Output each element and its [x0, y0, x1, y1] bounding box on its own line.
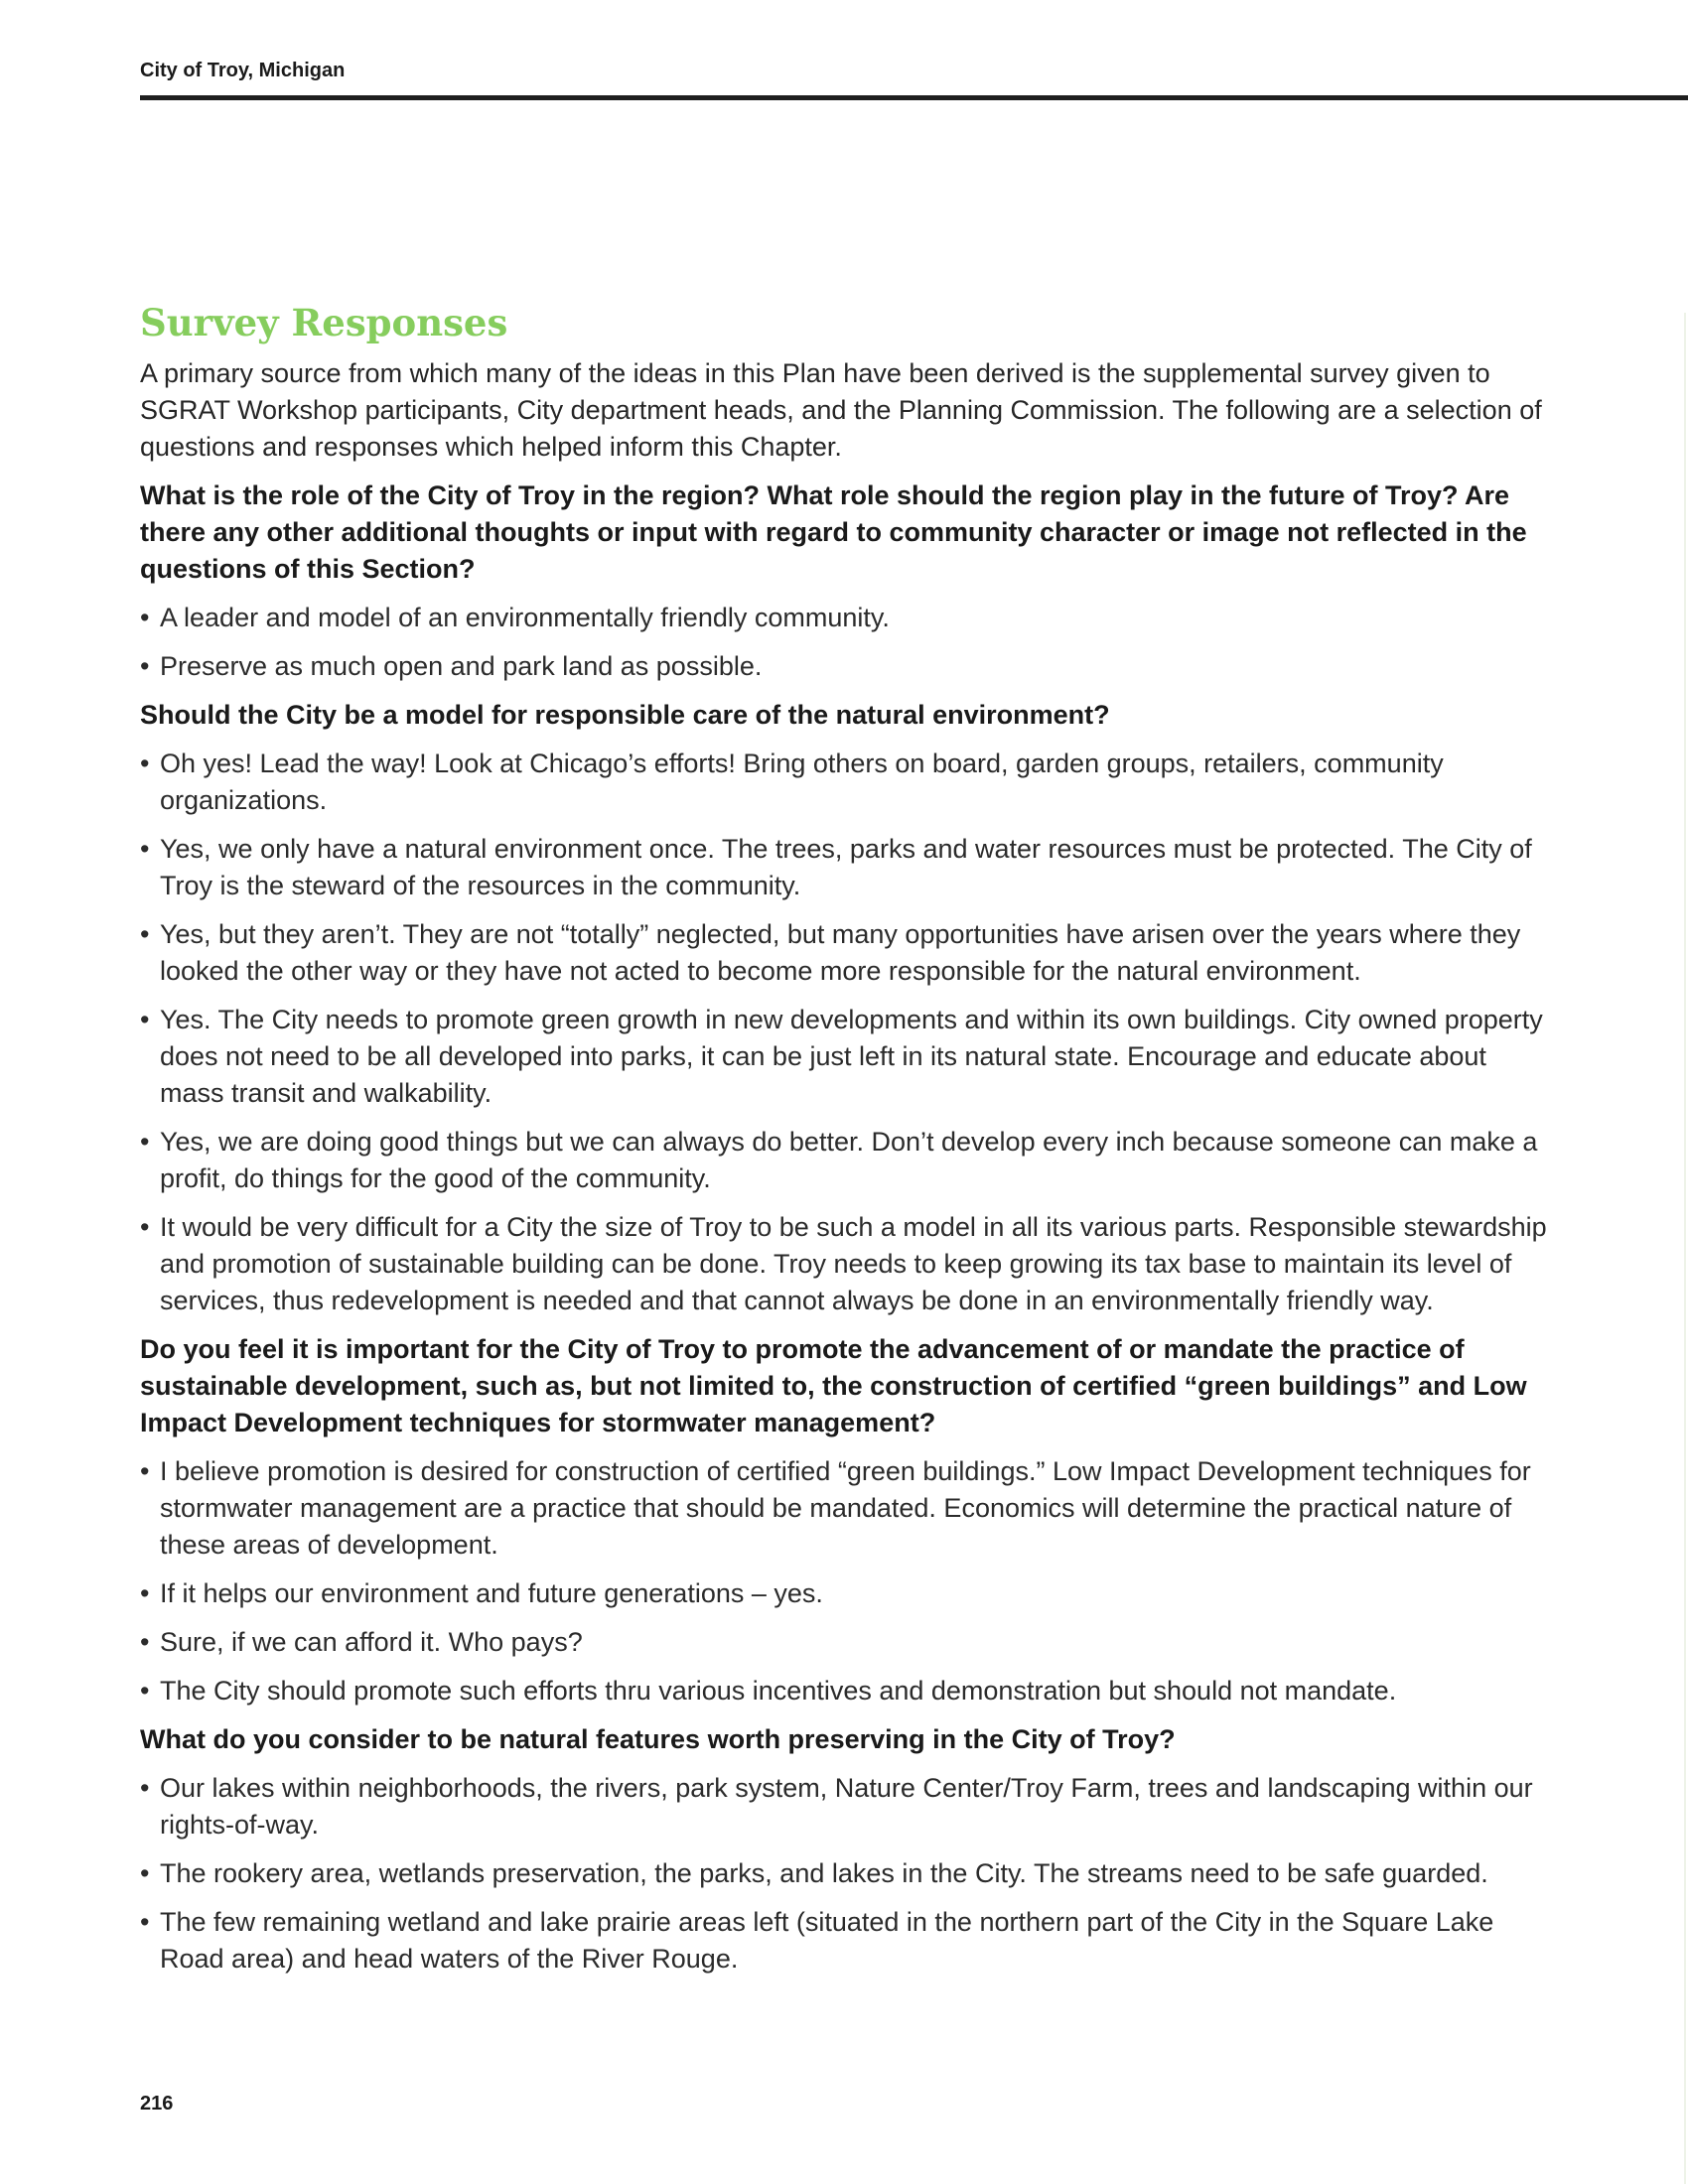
survey-questions: [140, 478, 1550, 1978]
response-text: Yes, we are doing good things but we can always do better. Don’t develop every inch because someone can make a profit, do things for the good of the community.: [160, 1126, 1538, 1193]
bullet-icon: •: [140, 833, 150, 864]
survey-question: Do you feel it is important for the City of Troy to promote the advancement of or mandate the practice of sustainable development, such as, but not limited to, the construction of certified “green buildings” and Low Impact Development techniques for stormwater management?: [140, 1333, 1527, 1437]
response-text: Oh yes! Lead the way! Look at Chicago’s efforts! Bring others on board, garden groups, retailers, community organizations.: [160, 748, 1444, 815]
response-text: The few remaining wetland and lake prairie areas left (situated in the northern part of the City in the Square Lake Road area) and head waters of the River Rouge.: [160, 1906, 1494, 1974]
bullet-icon: •: [140, 650, 150, 681]
response-list: [140, 1453, 1550, 1709]
bullet-icon: •: [140, 602, 150, 632]
survey-question: What is the role of the City of Troy in the region? What role should the region play in the future of Troy? Are there any other additional thoughts or input with regard to community character or image not reflected in the questions of this Section?: [140, 479, 1527, 584]
bullet-icon: •: [140, 918, 150, 949]
response-item: [140, 1002, 1550, 1112]
bullet-icon: •: [140, 1906, 150, 1937]
margin-rule: [1684, 313, 1686, 2184]
survey-question: Should the City be a model for responsible care of the natural environment?: [140, 699, 1110, 730]
response-item: [140, 1770, 1550, 1843]
intro-paragraph: A primary source from which many of the ideas in this Plan have been derived is the supplemental survey given to SGRAT Workshop participants, City department heads, and the Planning Commission. The following are a selection of questions and responses which helped inform this Chapter.: [140, 357, 1542, 462]
bullet-icon: •: [140, 1772, 150, 1803]
response-text: Sure, if we can afford it. Who pays?: [160, 1626, 583, 1657]
header-rule: [140, 95, 1688, 100]
bullet-icon: •: [140, 1211, 150, 1242]
response-text: Yes, we only have a natural environment once. The trees, parks and water resources must be protected. The City of Troy is the steward of the resources in the community.: [160, 833, 1532, 900]
bullet-icon: •: [140, 1626, 150, 1657]
response-item: [140, 1904, 1550, 1978]
response-text: I believe promotion is desired for construction of certified “green buildings.” Low Impact Development techniques for stormwater management are a practice that should be mandated. Economics will determine the practical nature of these areas of development.: [160, 1455, 1531, 1560]
response-text: The rookery area, wetlands preservation, the parks, and lakes in the City. The streams need to be safe guarded.: [160, 1857, 1488, 1888]
response-item: [140, 1855, 1550, 1892]
response-text: Preserve as much open and park land as possible.: [160, 650, 763, 681]
response-text: If it helps our environment and future generations – yes.: [160, 1577, 823, 1608]
bullet-icon: •: [140, 1455, 150, 1486]
response-text: Yes. The City needs to promote green growth in new developments and within its own buildings. City owned property does not need to be all developed into parks, it can be just left in its natural state. Encourage and educate about mass transit and walkability.: [160, 1004, 1543, 1108]
response-list: [140, 1770, 1550, 1978]
page-content: [140, 303, 1550, 1989]
response-item: [140, 916, 1550, 990]
response-item: [140, 648, 1550, 685]
response-text: A leader and model of an environmentally friendly community.: [160, 602, 890, 632]
response-item: [140, 600, 1550, 636]
response-text: Our lakes within neighborhoods, the rivers, park system, Nature Center/Troy Farm, trees and landscaping within our rights-of-way.: [160, 1772, 1533, 1840]
response-item: [140, 1453, 1550, 1564]
response-text: Yes, but they aren’t. They are not “totally” neglected, but many opportunities have arisen over the years where they looked the other way or they have not acted to become more responsible for the natural environment.: [160, 918, 1521, 986]
bullet-icon: •: [140, 1004, 150, 1034]
response-text: The City should promote such efforts thru various incentives and demonstration but should not mandate.: [160, 1675, 1397, 1706]
response-item: [140, 831, 1550, 904]
response-item: [140, 1673, 1550, 1709]
bullet-icon: •: [140, 1577, 150, 1608]
response-item: [140, 1624, 1550, 1661]
response-list: [140, 600, 1550, 685]
bullet-icon: •: [140, 1126, 150, 1157]
page-number: 216: [140, 2093, 174, 2115]
response-list: [140, 746, 1550, 1319]
running-head: City of Troy, Michigan: [140, 60, 346, 81]
response-item: [140, 1124, 1550, 1197]
bullet-icon: •: [140, 748, 150, 778]
response-text: It would be very difficult for a City the size of Troy to be such a model in all its various parts. Responsible stewardship and promotion of sustainable building can be done. Troy needs to keep growing its tax base to maintain its level of services, thus redevelopment is needed and that cannot always be done in an environmentally friendly way.: [160, 1211, 1547, 1315]
bullet-icon: •: [140, 1675, 150, 1706]
response-item: [140, 746, 1550, 819]
response-item: [140, 1209, 1550, 1319]
section-title: Survey Responses: [140, 301, 508, 344]
bullet-icon: •: [140, 1857, 150, 1888]
survey-question: What do you consider to be natural features worth preserving in the City of Troy?: [140, 1723, 1176, 1754]
response-item: [140, 1575, 1550, 1612]
